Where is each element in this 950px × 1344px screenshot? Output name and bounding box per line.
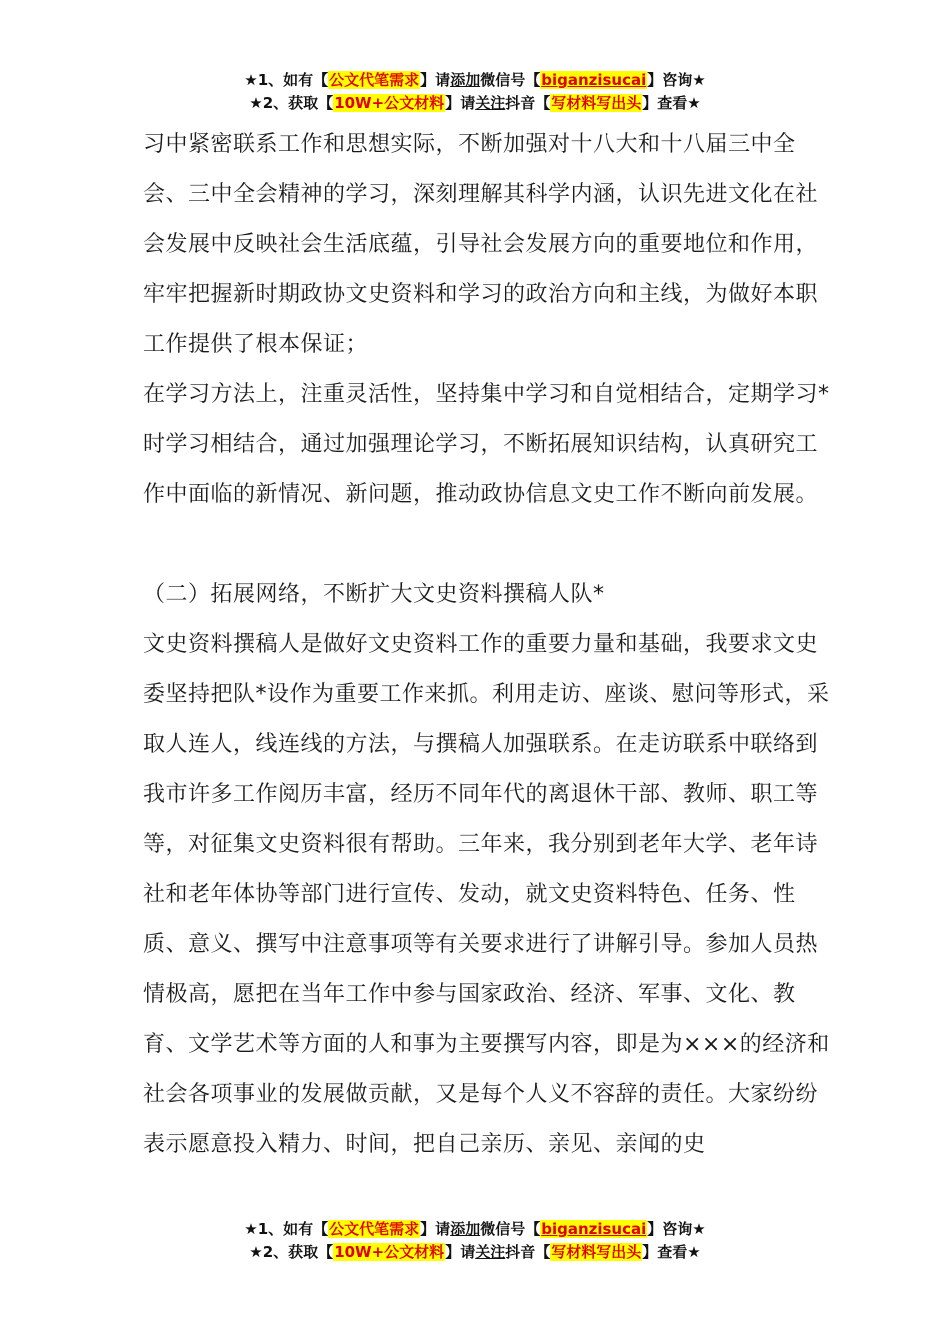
banner-text: 抖音【	[505, 1243, 551, 1261]
highlight-douyin: 写材料写出头	[551, 1243, 642, 1261]
banner-text: 微信号【	[480, 1220, 541, 1238]
highlight-wechat-id: biganzisucai	[541, 1220, 647, 1238]
paragraph-study-method: 在学习方法上，注重灵活性，坚持集中学习和自觉相结合，定期学习*时学习相结合，通过加强理论学习，不断拓展知识结构，认真研究工作中面临的新情况、新问题，推动政协信息文史工作不断向前发展。	[143, 382, 830, 507]
banner-line-1	[0, 1218, 950, 1241]
banner-text: ★1、如有【	[244, 71, 329, 89]
document-body	[143, 120, 833, 1170]
highlight-wechat-id: biganzisucai	[541, 71, 647, 89]
banner-emphasis: 关注	[475, 1243, 506, 1261]
banner-text: 】咨询★	[647, 71, 706, 89]
banner-text: 】查看★	[642, 94, 701, 112]
section-heading: （二）拓展网络，不断扩大文史资料撰稿人队*	[143, 582, 605, 607]
paragraph-writers-network: 文史资料撰稿人是做好文史资料工作的重要力量和基础，我要求文史委坚持把队*设作为重要工作来抓。利用走访、座谈、慰问等形式，采取人连人，线连线的方法，与撰稿人加强联系。在走访联系中联络到我市许多工作阅历丰富，经历不同年代的离退休干部、教师、职工等等，对征集文史资料很有帮助。三年来，我分别到老年大学、老年诗社和老年体协等部门进行宣传、发动，就文史资料特色、任务、性质、意义、撰写中注意事项等有关要求进行了讲解引导。参加人员热情极高，愿把在当年工作中参与国家政治、经济、军事、文化、教育、文学艺术等方面的人和事为主要撰写内容，即是为×××的经济和社会各项事业的发展做贡献，又是每个人义不容辞的责任。大家纷纷表示愿意投入精力、时间，把自己亲历、亲见、亲闻的史	[143, 632, 830, 1157]
banner-text: ★2、获取【	[249, 1243, 334, 1261]
footer-banner	[0, 1218, 950, 1264]
banner-emphasis: 关注	[475, 94, 506, 112]
banner-emphasis: 添加	[450, 1220, 481, 1238]
banner-text: 】请	[445, 1243, 476, 1261]
highlight-materials: 10W+公文材料	[334, 94, 445, 112]
banner-emphasis: 添加	[450, 71, 481, 89]
highlight-service: 公文代笔需求	[329, 1220, 420, 1238]
banner-text: 】查看★	[642, 1243, 701, 1261]
banner-text: 】请	[420, 71, 451, 89]
highlight-douyin: 写材料写出头	[551, 94, 642, 112]
banner-text: 抖音【	[505, 94, 551, 112]
paragraph-gap	[143, 520, 833, 570]
banner-line-2	[0, 1241, 950, 1264]
banner-text: 】请	[445, 94, 476, 112]
highlight-service: 公文代笔需求	[329, 71, 420, 89]
banner-text: ★2、获取【	[249, 94, 334, 112]
paragraph-study-content: 习中紧密联系工作和思想实际，不断加强对十八大和十八届三中全会、三中全会精神的学习，深刻理解其科学内涵，认识先进文化在社会发展中反映社会生活底蕴，引导社会发展方向的重要地位和作用，牢牢把握新时期政协文史资料和学习的政治方向和主线，为做好本职工作提供了根本保证；	[143, 132, 819, 357]
banner-line-2	[0, 92, 950, 115]
highlight-materials: 10W+公文材料	[334, 1243, 445, 1261]
banner-text: 微信号【	[480, 71, 541, 89]
banner-text: ★1、如有【	[244, 1220, 329, 1238]
banner-line-1	[0, 69, 950, 92]
banner-text: 】请	[420, 1220, 451, 1238]
banner-text: 】咨询★	[647, 1220, 706, 1238]
header-banner	[0, 69, 950, 115]
